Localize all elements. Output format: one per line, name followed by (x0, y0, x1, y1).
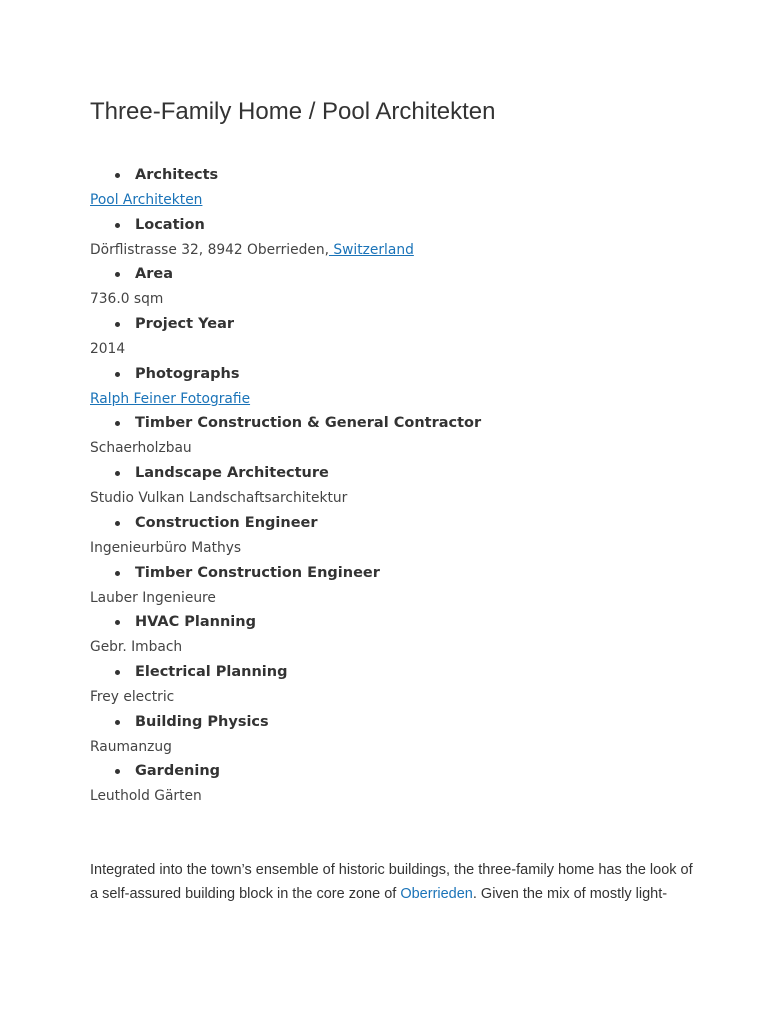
spec-label: Electrical Planning (90, 660, 700, 685)
spec-label: Location (90, 213, 700, 238)
spec-project-year (90, 312, 700, 362)
spec-value (90, 188, 700, 213)
spec-value: Leuthold Gärten (90, 788, 202, 805)
spec-label: HVAC Planning (90, 610, 700, 635)
spec-label: Timber Construction & General Contractor (90, 411, 700, 436)
spec-label: Landscape Architecture (90, 461, 700, 486)
spec-gardening (90, 759, 700, 809)
location-address: Dörflistrasse 32, 8942 Oberrieden, (90, 241, 329, 258)
spec-value: Studio Vulkan Landschaftsarchitektur (90, 490, 348, 507)
country-link[interactable]: Switzerland (328, 241, 414, 258)
photographer-link[interactable]: Ralph Feiner Fotografie (90, 390, 251, 407)
intro-paragraph (90, 858, 700, 906)
oberrieden-link[interactable]: Oberrieden (400, 886, 473, 902)
spec-value: 736.0 sqm (90, 291, 164, 308)
spec-value (90, 387, 700, 412)
spec-value: Ingenieurbüro Mathys (90, 539, 242, 556)
spec-value: 2014 (90, 341, 126, 358)
spec-electrical-planning (90, 660, 700, 710)
spec-label: Project Year (90, 312, 700, 337)
spec-label: Building Physics (90, 710, 700, 735)
spec-building-physics (90, 710, 700, 760)
spec-landscape-architecture (90, 461, 700, 511)
project-specs-list (90, 163, 700, 809)
architects-link[interactable]: Pool Architekten (90, 192, 203, 208)
spec-value: Frey electric (90, 688, 175, 705)
spec-area (90, 262, 700, 312)
intro-text-continued: . Given the mix of mostly light- (472, 886, 668, 902)
spec-value: Schaerholzbau (90, 440, 192, 457)
spec-label: Construction Engineer (90, 511, 700, 536)
spec-value: Raumanzug (90, 738, 172, 755)
spec-timber-general-contractor (90, 411, 700, 461)
page-title: Three-Family Home / Pool Architekten (90, 98, 496, 125)
spec-label: Architects (90, 163, 700, 188)
spec-location (90, 213, 700, 263)
spec-hvac-planning (90, 610, 700, 660)
spec-label: Timber Construction Engineer (90, 561, 700, 586)
spec-label: Area (90, 262, 700, 287)
spec-construction-engineer (90, 511, 700, 561)
spec-timber-construction-engineer (90, 561, 700, 611)
spec-value (90, 238, 700, 263)
spec-photographs (90, 362, 700, 412)
spec-architects (90, 163, 700, 213)
spec-value: Gebr. Imbach (90, 639, 183, 656)
spec-label: Gardening (90, 759, 700, 784)
spec-value: Lauber Ingenieure (90, 589, 216, 606)
spec-label: Photographs (90, 362, 700, 387)
intro-text: Integrated into the town’s ensemble of historic buildings, the three-family home has the look of a self-assured building block in the core zone of (90, 862, 693, 902)
